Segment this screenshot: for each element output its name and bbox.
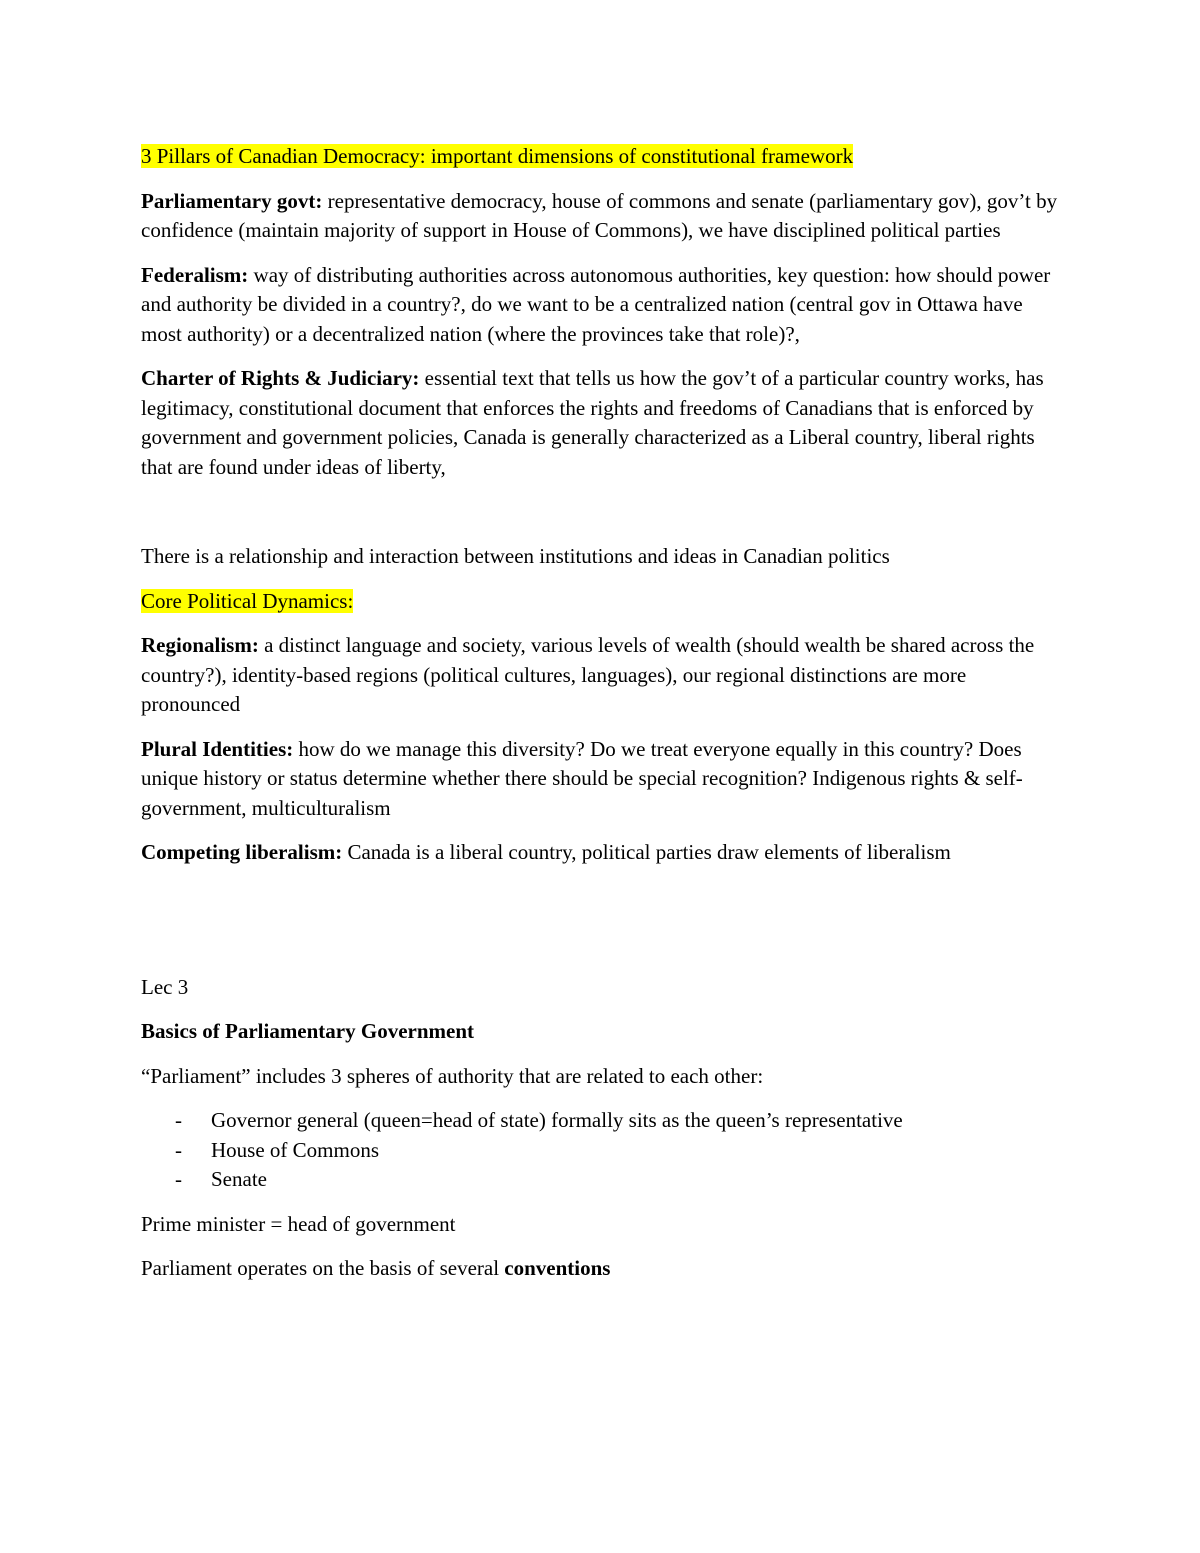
- regionalism-term: Regionalism:: [141, 633, 259, 657]
- list-dash: -: [175, 1108, 182, 1132]
- pillars-heading-highlight: 3 Pillars of Canadian Democracy: important dimensions of constitutional framework: [141, 144, 854, 168]
- pillars-heading: [141, 142, 1061, 172]
- federalism-text: way of distributing authorities across autonomous authorities, key question: how should power and authority be divided in a country?, do we want to be a centralized nation (central gov in Ottawa have most authority) or a decentralized nation (where the provinces take that role)?,: [141, 262, 1051, 346]
- blank-line: [141, 497, 1061, 542]
- federalism-term: Federalism:: [141, 262, 249, 287]
- competing-liberalism-term: Competing liberalism:: [141, 840, 343, 864]
- parliament-intro: “Parliament” includes 3 spheres of authority that are related to each other:: [141, 1063, 764, 1088]
- charter-term: Charter of Rights & Judiciary:: [141, 366, 420, 390]
- list-item-text: House of Commons: [211, 1137, 379, 1162]
- parliamentary-paragraph: [141, 187, 1061, 246]
- list-dash: -: [175, 1167, 182, 1191]
- blank-lines: [141, 883, 1061, 973]
- list-item: [141, 1136, 1061, 1166]
- plural-identities-text: how do we manage this diversity? Do we treat everyone equally in this country? Does unique history or status determine whether there should be special recognition? Indigenous rights & self-government, multiculturalism: [141, 736, 1023, 820]
- plural-identities-term: Plural Identities:: [141, 736, 294, 761]
- dynamics-heading-highlight: Core Political Dynamics:: [141, 588, 354, 613]
- charter-paragraph: [141, 364, 1061, 482]
- list-item: [141, 1165, 1061, 1195]
- relationship-paragraph: There is a relationship and interaction between institutions and ideas in Canadian politics: [141, 544, 890, 568]
- competing-liberalism-paragraph: [141, 838, 1061, 868]
- conventions-prefix: Parliament operates on the basis of several: [141, 1256, 505, 1280]
- list-dash: -: [175, 1137, 182, 1162]
- federalism-paragraph: [141, 261, 1061, 350]
- list-item-text: Governor general (queen=head of state) formally sits as the queen’s representative: [211, 1108, 903, 1132]
- spheres-list: [141, 1106, 1061, 1195]
- prime-minister-paragraph: Prime minister = head of government: [141, 1211, 456, 1236]
- list-item: [141, 1106, 1061, 1136]
- competing-liberalism-text: Canada is a liberal country, political parties draw elements of liberalism: [342, 840, 951, 864]
- parliamentary-text: representative democracy, house of commons and senate (parliamentary gov), gov’t by confidence (maintain majority of support in House of Commons), we have disciplined political parties: [141, 188, 1058, 242]
- list-item-text: Senate: [211, 1167, 267, 1191]
- document-page: [141, 142, 1061, 1299]
- charter-text: essential text that tells us how the gov’t of a particular country works, has legitimacy, constitutional document that enforces the rights and freedoms of Canadians that is enforced by government and government policies, Canada is generally characterized as a Liberal country, liberal rights that are found under ideas of liberty,: [141, 366, 1044, 479]
- plural-identities-paragraph: [141, 735, 1061, 824]
- lecture-title: [141, 1017, 1061, 1047]
- conventions-term: conventions: [504, 1256, 611, 1280]
- dynamics-heading: [141, 587, 1061, 617]
- regionalism-paragraph: [141, 631, 1061, 720]
- conventions-paragraph: [141, 1254, 1061, 1284]
- lecture-label: Lec 3: [141, 974, 189, 999]
- regionalism-text: a distinct language and society, various levels of wealth (should wealth be shared across the country?), identity-based regions (political cultures, languages), our regional distinctions are more pronounced: [141, 633, 1035, 716]
- parliamentary-term: Parliamentary govt:: [141, 188, 323, 213]
- lecture-title-text: Basics of Parliamentary Government: [141, 1019, 475, 1043]
